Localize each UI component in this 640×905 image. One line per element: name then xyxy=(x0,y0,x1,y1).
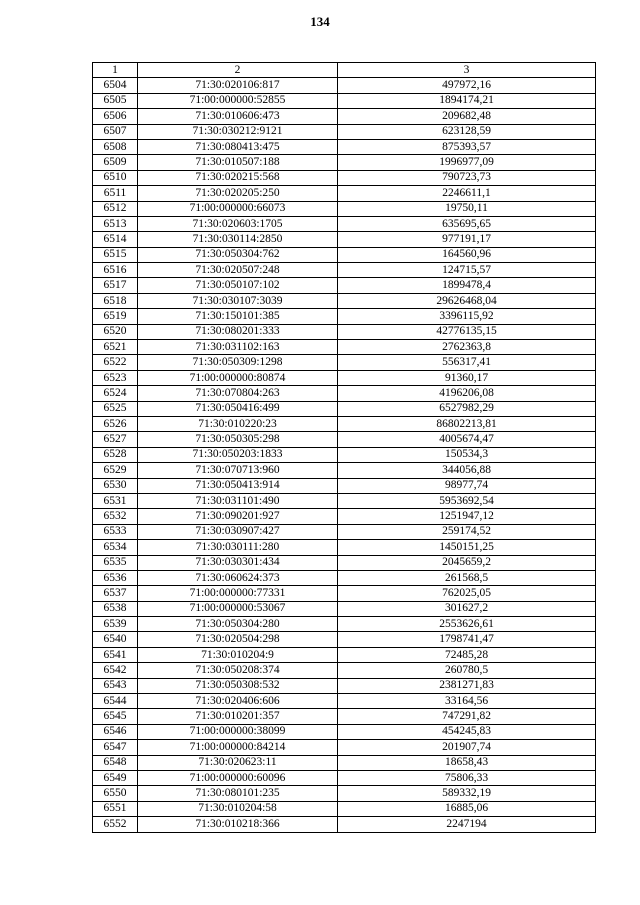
cadastral-number-cell: 71:30:030111:280 xyxy=(138,540,338,555)
row-number-cell: 6515 xyxy=(93,247,138,262)
cadastral-number-cell: 71:30:010201:357 xyxy=(138,709,338,724)
cadastral-value-cell: 72485,28 xyxy=(338,647,596,662)
table-row xyxy=(93,263,596,278)
cadastral-number-cell: 71:30:080201:333 xyxy=(138,324,338,339)
cadastral-value-cell: 1798741,47 xyxy=(338,632,596,647)
table-row xyxy=(93,93,596,108)
row-number-cell: 6523 xyxy=(93,370,138,385)
cadastral-value-cell: 16885,06 xyxy=(338,801,596,816)
cadastral-value-cell: 556317,41 xyxy=(338,355,596,370)
cadastral-value-cell: 2045659,2 xyxy=(338,555,596,570)
cadastral-number-cell: 71:30:050208:374 xyxy=(138,663,338,678)
row-number-cell: 6535 xyxy=(93,555,138,570)
row-number-cell: 6510 xyxy=(93,170,138,185)
row-number-cell: 6525 xyxy=(93,401,138,416)
table-row xyxy=(93,447,596,462)
cadastral-number-cell: 71:00:000000:53067 xyxy=(138,601,338,616)
table-row xyxy=(93,293,596,308)
table-row xyxy=(93,801,596,816)
row-number-cell: 6524 xyxy=(93,386,138,401)
cadastral-number-cell: 71:30:050304:280 xyxy=(138,617,338,632)
table-row xyxy=(93,355,596,370)
row-number-cell: 6541 xyxy=(93,647,138,662)
row-number-cell: 6540 xyxy=(93,632,138,647)
cadastral-number-cell: 71:30:020623:11 xyxy=(138,755,338,770)
cadastral-value-cell: 29626468,04 xyxy=(338,293,596,308)
row-number-cell: 6526 xyxy=(93,416,138,431)
row-number-cell: 6516 xyxy=(93,263,138,278)
cadastral-value-cell: 635695,65 xyxy=(338,216,596,231)
row-number-cell: 6514 xyxy=(93,232,138,247)
cadastral-number-cell: 71:30:031102:163 xyxy=(138,340,338,355)
cadastral-number-cell: 71:00:000000:84214 xyxy=(138,740,338,755)
row-number-cell: 6517 xyxy=(93,278,138,293)
cadastral-value-cell: 5953692,54 xyxy=(338,493,596,508)
row-number-cell: 6519 xyxy=(93,309,138,324)
table-row xyxy=(93,786,596,801)
cadastral-value-cell: 19750,11 xyxy=(338,201,596,216)
cadastral-number-cell: 71:30:050416:499 xyxy=(138,401,338,416)
row-number-cell: 6551 xyxy=(93,801,138,816)
table-row xyxy=(93,817,596,832)
cadastral-value-cell: 86802213,81 xyxy=(338,416,596,431)
cadastral-number-cell: 71:30:080413:475 xyxy=(138,139,338,154)
row-number-cell: 6530 xyxy=(93,478,138,493)
table-body xyxy=(93,78,596,832)
table-row xyxy=(93,416,596,431)
cadastral-number-cell: 71:30:060624:373 xyxy=(138,570,338,585)
row-number-cell: 6521 xyxy=(93,340,138,355)
cadastral-value-cell: 762025,05 xyxy=(338,586,596,601)
cadastral-value-cell: 454245,83 xyxy=(338,724,596,739)
cadastral-value-cell: 2381271,83 xyxy=(338,678,596,693)
cadastral-number-cell: 71:30:010220:23 xyxy=(138,416,338,431)
table-row xyxy=(93,463,596,478)
row-number-cell: 6546 xyxy=(93,724,138,739)
cadastral-value-cell: 260780,5 xyxy=(338,663,596,678)
table-row xyxy=(93,78,596,93)
table-row xyxy=(93,647,596,662)
row-number-cell: 6548 xyxy=(93,755,138,770)
table-row xyxy=(93,170,596,185)
row-number-cell: 6505 xyxy=(93,93,138,108)
cadastral-number-cell: 71:30:030114:2850 xyxy=(138,232,338,247)
table-row xyxy=(93,663,596,678)
cadastral-value-cell: 2247194 xyxy=(338,817,596,832)
table-row xyxy=(93,109,596,124)
cadastral-value-cell: 1450151,25 xyxy=(338,540,596,555)
cadastral-value-cell: 875393,57 xyxy=(338,139,596,154)
cadastral-number-cell: 71:30:050107:102 xyxy=(138,278,338,293)
row-number-cell: 6511 xyxy=(93,186,138,201)
row-number-cell: 6536 xyxy=(93,570,138,585)
cadastral-number-cell: 71:30:020603:1705 xyxy=(138,216,338,231)
row-number-cell: 6543 xyxy=(93,678,138,693)
cadastral-value-cell: 98977,74 xyxy=(338,478,596,493)
table-row xyxy=(93,247,596,262)
cadastral-number-cell: 71:00:000000:80874 xyxy=(138,370,338,385)
row-number-cell: 6518 xyxy=(93,293,138,308)
table-row xyxy=(93,770,596,785)
table-row xyxy=(93,509,596,524)
cadastral-value-cell: 2553626,61 xyxy=(338,617,596,632)
column-header-3: 3 xyxy=(338,63,596,78)
cadastral-value-cell: 977191,17 xyxy=(338,232,596,247)
row-number-cell: 6512 xyxy=(93,201,138,216)
cadastral-value-cell: 4005674,47 xyxy=(338,432,596,447)
cadastral-number-cell: 71:30:030107:3039 xyxy=(138,293,338,308)
cadastral-value-cell: 497972,16 xyxy=(338,78,596,93)
cadastral-number-cell: 71:30:050413:914 xyxy=(138,478,338,493)
row-number-cell: 6547 xyxy=(93,740,138,755)
table-row xyxy=(93,139,596,154)
cadastral-number-cell: 71:30:080101:235 xyxy=(138,786,338,801)
cadastral-number-cell: 71:00:000000:77331 xyxy=(138,586,338,601)
cadastral-number-cell: 71:30:030907:427 xyxy=(138,524,338,539)
table-row xyxy=(93,340,596,355)
cadastral-value-cell: 4196206,08 xyxy=(338,386,596,401)
cadastral-value-cell: 344056,88 xyxy=(338,463,596,478)
table-row xyxy=(93,401,596,416)
column-header-1: 1 xyxy=(93,63,138,78)
cadastral-number-cell: 71:30:010606:473 xyxy=(138,109,338,124)
row-number-cell: 6528 xyxy=(93,447,138,462)
row-number-cell: 6506 xyxy=(93,109,138,124)
table-row xyxy=(93,124,596,139)
cadastral-number-cell: 71:30:020504:298 xyxy=(138,632,338,647)
table-row xyxy=(93,186,596,201)
cadastral-number-cell: 71:30:020215:568 xyxy=(138,170,338,185)
cadastral-value-table xyxy=(92,62,596,833)
row-number-cell: 6550 xyxy=(93,786,138,801)
row-number-cell: 6538 xyxy=(93,601,138,616)
table-row xyxy=(93,370,596,385)
cadastral-value-cell: 2762363,8 xyxy=(338,340,596,355)
row-number-cell: 6534 xyxy=(93,540,138,555)
table-header-row xyxy=(93,63,596,78)
row-number-cell: 6513 xyxy=(93,216,138,231)
cadastral-value-cell: 124715,57 xyxy=(338,263,596,278)
table-row xyxy=(93,232,596,247)
table-row xyxy=(93,493,596,508)
cadastral-value-cell: 150534,3 xyxy=(338,447,596,462)
cadastral-value-cell: 623128,59 xyxy=(338,124,596,139)
table-row xyxy=(93,724,596,739)
table-row xyxy=(93,694,596,709)
cadastral-number-cell: 71:30:030301:434 xyxy=(138,555,338,570)
row-number-cell: 6532 xyxy=(93,509,138,524)
cadastral-value-cell: 1894174,21 xyxy=(338,93,596,108)
cadastral-number-cell: 71:30:020507:248 xyxy=(138,263,338,278)
cadastral-number-cell: 71:00:000000:66073 xyxy=(138,201,338,216)
cadastral-number-cell: 71:30:030212:9121 xyxy=(138,124,338,139)
table-row xyxy=(93,678,596,693)
cadastral-value-cell: 164560,96 xyxy=(338,247,596,262)
cadastral-number-cell: 71:30:070713:960 xyxy=(138,463,338,478)
row-number-cell: 6545 xyxy=(93,709,138,724)
cadastral-value-cell: 3396115,92 xyxy=(338,309,596,324)
cadastral-number-cell: 71:30:020205:250 xyxy=(138,186,338,201)
cadastral-number-cell: 71:30:050305:298 xyxy=(138,432,338,447)
cadastral-number-cell: 71:30:020406:606 xyxy=(138,694,338,709)
cadastral-value-cell: 18658,43 xyxy=(338,755,596,770)
row-number-cell: 6522 xyxy=(93,355,138,370)
cadastral-value-cell: 1899478,4 xyxy=(338,278,596,293)
row-number-cell: 6504 xyxy=(93,78,138,93)
cadastral-value-cell: 6527982,29 xyxy=(338,401,596,416)
cadastral-number-cell: 71:30:050304:762 xyxy=(138,247,338,262)
table-row xyxy=(93,216,596,231)
cadastral-value-cell: 261568,5 xyxy=(338,570,596,585)
table-row xyxy=(93,278,596,293)
cadastral-number-cell: 71:00:000000:60096 xyxy=(138,770,338,785)
cadastral-number-cell: 71:30:070804:263 xyxy=(138,386,338,401)
cadastral-number-cell: 71:00:000000:52855 xyxy=(138,93,338,108)
cadastral-value-cell: 209682,48 xyxy=(338,109,596,124)
table-row xyxy=(93,740,596,755)
row-number-cell: 6539 xyxy=(93,617,138,632)
cadastral-number-cell: 71:30:031101:490 xyxy=(138,493,338,508)
table-row xyxy=(93,155,596,170)
column-header-2: 2 xyxy=(138,63,338,78)
cadastral-number-cell: 71:00:000000:38099 xyxy=(138,724,338,739)
table-row xyxy=(93,201,596,216)
table-row xyxy=(93,386,596,401)
cadastral-number-cell: 71:30:090201:927 xyxy=(138,509,338,524)
cadastral-value-cell: 1996977,09 xyxy=(338,155,596,170)
row-number-cell: 6508 xyxy=(93,139,138,154)
cadastral-value-cell: 91360,17 xyxy=(338,370,596,385)
cadastral-value-cell: 301627,2 xyxy=(338,601,596,616)
cadastral-number-cell: 71:30:020106:817 xyxy=(138,78,338,93)
cadastral-number-cell: 71:30:050309:1298 xyxy=(138,355,338,370)
cadastral-value-cell: 259174,52 xyxy=(338,524,596,539)
table-row xyxy=(93,432,596,447)
row-number-cell: 6537 xyxy=(93,586,138,601)
row-number-cell: 6549 xyxy=(93,770,138,785)
row-number-cell: 6520 xyxy=(93,324,138,339)
cadastral-value-cell: 1251947,12 xyxy=(338,509,596,524)
row-number-cell: 6552 xyxy=(93,817,138,832)
table-row xyxy=(93,601,596,616)
table-row xyxy=(93,478,596,493)
table-row xyxy=(93,570,596,585)
row-number-cell: 6507 xyxy=(93,124,138,139)
cadastral-value-cell: 33164,56 xyxy=(338,694,596,709)
table-row xyxy=(93,709,596,724)
table-row xyxy=(93,540,596,555)
cadastral-value-cell: 42776135,15 xyxy=(338,324,596,339)
row-number-cell: 6531 xyxy=(93,493,138,508)
table-row xyxy=(93,755,596,770)
cadastral-number-cell: 71:30:010204:9 xyxy=(138,647,338,662)
cadastral-number-cell: 71:30:010218:366 xyxy=(138,817,338,832)
cadastral-value-cell: 589332,19 xyxy=(338,786,596,801)
cadastral-value-cell: 201907,74 xyxy=(338,740,596,755)
row-number-cell: 6544 xyxy=(93,694,138,709)
table-row xyxy=(93,555,596,570)
cadastral-number-cell: 71:30:050203:1833 xyxy=(138,447,338,462)
row-number-cell: 6542 xyxy=(93,663,138,678)
row-number-cell: 6529 xyxy=(93,463,138,478)
row-number-cell: 6527 xyxy=(93,432,138,447)
row-number-cell: 6533 xyxy=(93,524,138,539)
table-row xyxy=(93,586,596,601)
cadastral-number-cell: 71:30:150101:385 xyxy=(138,309,338,324)
page-number: 134 xyxy=(310,14,330,29)
table-row xyxy=(93,617,596,632)
cadastral-value-cell: 790723,73 xyxy=(338,170,596,185)
cadastral-number-cell: 71:30:010507:188 xyxy=(138,155,338,170)
table-row xyxy=(93,524,596,539)
table-row xyxy=(93,632,596,647)
cadastral-value-cell: 75806,33 xyxy=(338,770,596,785)
cadastral-value-cell: 747291,82 xyxy=(338,709,596,724)
cadastral-value-cell: 2246611,1 xyxy=(338,186,596,201)
cadastral-number-cell: 71:30:010204:58 xyxy=(138,801,338,816)
row-number-cell: 6509 xyxy=(93,155,138,170)
cadastral-number-cell: 71:30:050308:532 xyxy=(138,678,338,693)
table-row xyxy=(93,324,596,339)
table-row xyxy=(93,309,596,324)
